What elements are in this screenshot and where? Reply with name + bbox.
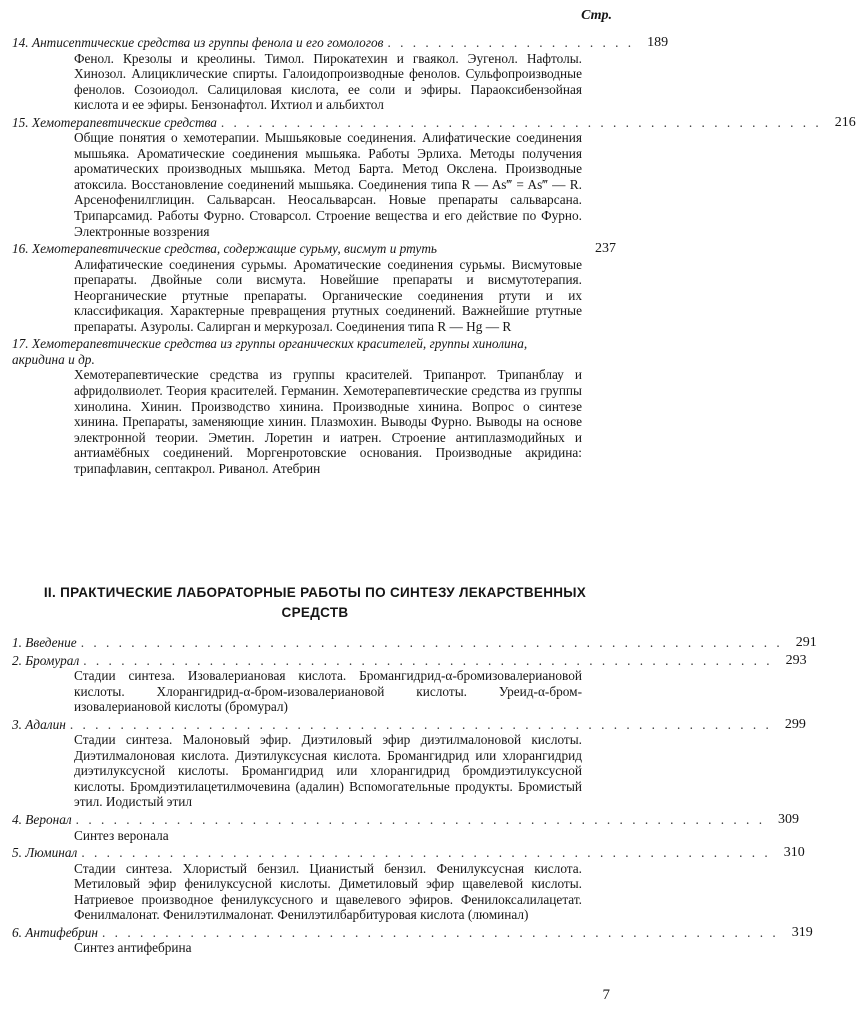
leader-dots: . . . . . . . . . . . . . . . . . . . . . . . . . . . . . . . . . . . . . . . . . . . . . . . . . . . . . . . xyxy=(83,652,773,668)
leader-dots: . . . . . . . . . . . . . . . . . . . . . . . . . . . . . . . . . . . . . . . . . . . . . . . . . . . . . . . xyxy=(75,812,766,828)
entry-title: 4. Веронал xyxy=(12,812,72,828)
page-number: 7 xyxy=(602,987,610,1003)
leader-dots: . . . . . . . . . . . . . . . . . . . . . . . . . . . . . . . . . . . . . . . . . . . . . . . . . . . . . . . . xyxy=(80,635,783,650)
toc-entry xyxy=(12,336,616,476)
page-column-header: Стр. xyxy=(581,8,612,23)
leader-dots: . . . . . . . . . . . . . . . . . . . . . . . . . . . . . . . . . . . . . . . . . . . . . . . . . . . . . . . . xyxy=(69,716,772,732)
toc-part-2 xyxy=(12,635,817,958)
entry-page: 237 xyxy=(595,241,616,257)
entry-page: 189 xyxy=(647,35,669,50)
entry-page: 310 xyxy=(783,845,805,861)
toc-part-1 xyxy=(12,35,856,478)
toc-entry xyxy=(12,924,813,956)
leader-dots: . . . . . . . . . . . . . . . . . . . . . . . . . . . . . . . . . . . . . . . . . . . . . . . . . . . . . . . xyxy=(81,845,771,861)
entry-title: 2. Бромурал xyxy=(12,652,80,668)
entry-page: 299 xyxy=(784,716,806,732)
entry-title: 17. Хемотерапевтические средства из группы органических красителей, группы хинолина, акридина и др. xyxy=(12,336,528,367)
leader-dots: . . . . . . . . . . . . . . . . . . . . xyxy=(387,35,635,50)
entry-page: 293 xyxy=(785,652,807,668)
entry-title: 15. Хемотерапевтические средства xyxy=(12,114,217,130)
entry-description: Стадии синтеза. Хлористый бензил. Цианистый бензил. Фенилуксусная кислота. Метиловый эфир фенилуксусной кислоты. Диметиловый эфир щавелевой кислоты. Натриевое производное фенилуксусного и щавелевого эфиров. Фенилоксалилацетат. Фенилмалонат. Фенилэтилмалонат. Фенилэтилбарбитуровая кислота (люминал) xyxy=(74,860,582,923)
toc-entry xyxy=(12,241,616,334)
toc-entry xyxy=(12,35,669,113)
entry-title: 3. Адалин xyxy=(12,716,66,732)
toc-entry xyxy=(12,716,806,810)
entry-page: 216 xyxy=(834,114,856,130)
toc-entry xyxy=(12,114,856,239)
entry-title: 16. Хемотерапевтические средства, содержащие сурьму, висмут и ртуть xyxy=(12,241,437,257)
entry-description: Синтез антифебрина xyxy=(74,940,192,956)
entry-page: 309 xyxy=(778,812,800,828)
toc-entry xyxy=(12,652,807,715)
entry-title: 6. Антифебрин xyxy=(12,924,99,940)
entry-description: Синтез веронала xyxy=(74,827,169,843)
entry-title: 5. Люминал xyxy=(12,845,78,861)
entry-description: Алифатические соединения сурьмы. Ароматические соединения сурьмы. Висмутовые препараты. Двойные соли висмута. Новейшие препараты и висмутотерапия. Неорганические ртутные препараты. Органические соединения ртути и их классификация. Характерные превращения ртутных соединений. Важнейшие ртутные препараты. Азуролы. Салирган и меркурозал. Соединения типа R — Hg — R xyxy=(74,256,582,334)
leader-dots: . . . . . . . . . . . . . . . . . . . . . . . . . . . . . . . . . . . . . . . . . . . . . . . . xyxy=(220,114,822,130)
toc-entry xyxy=(12,635,817,651)
entry-title: 14. Антисептические средства из группы фенола и его гомологов xyxy=(12,35,384,50)
section-heading: II. ПРАКТИЧЕСКИЕ ЛАБОРАТОРНЫЕ РАБОТЫ ПО СИНТЕЗУ ЛЕКАРСТВЕННЫХ СРЕДСТВ xyxy=(43,585,587,620)
toc-entry xyxy=(12,812,800,843)
entry-description: Стадии синтеза. Изовалериановая кислота. Бромангидрид-α-бромизовалериановой кислоты. Хлорангидрид-α-бром-изовалериановой кислоты. Уреид-α-бром-изовалериановой кислоты (бромурал) xyxy=(74,668,582,715)
leader-dots: . . . . . . . . . . . . . . . . . . . . . . . . . . . . . . . . . . . . . . . . . . . . . . . . . . . . . . xyxy=(102,924,779,940)
entry-description: Фенол. Крезолы и креолины. Тимол. Пирокатехин и гваякол. Эугенол. Нафтолы. Хинозол. Алициклические спирты. Галоидопроизводные фенолов. Сульфопроизводные фенолов. Созоиодол. Салициловая кислота, ее соли и эфиры. Параоксибензойная кислота и ее эфиры. Бензонафтол. Ихтиол и альбихтол xyxy=(74,50,582,113)
entry-page: 319 xyxy=(791,924,813,940)
entry-description: Хемотерапевтические средства из группы красителей. Трипанрот. Трипанблау и афридолвиолет. Теория красителей. Германин. Хемотерапевтические средства из группы хинолина. Хинин. Производство хинина. Производные хинина. Вопрос о синтезе хинина. Препараты, заменяющие хинин. Плазмохин. Выводы Фурно. Выводы на основе электронной теории. Эметин. Лоретин и иатрен. Строение антиплазмодийных и антиамёбных соединений. Моргенротовские основания. Производные акридина: трипафлавин, септакрол. Риванол. Атебрин xyxy=(74,367,582,476)
entry-description: Стадии синтеза. Малоновый эфир. Диэтиловый эфир диэтилмалоновой кислоты. Диэтилмалоновая кислота. Диэтилуксусная кислота. Бромангидрид или хлорангидрид диэтилуксусной кислоты. Бромангидрид или хлорангидрид бромдиэтилуксусной кислоты. Бромдиэтилацетилмочевина (адалин) Вспомогательные продукты. Бромистый этил. Иодистый этил xyxy=(74,732,582,810)
toc-entry xyxy=(12,845,805,923)
entry-title: 1. Введение xyxy=(12,635,77,650)
entry-description: Общие понятия о хемотерапии. Мышьяковые соединения. Алифатические соединения мышьяка. Ароматические соединения мышьяка. Работы Эрлиха. Методы получения ароматических производных мышьяка. Метод Барта. Метод Окслена. Производные атоксила. Восстановление соединений мышьяка. Соединения типа R — As‴ = As‴ — R. Арсенофенилглицин. Сальварсан. Неосальварсан. Новые препараты сальварсана. Трипарсамид. Работы Фурно. Стоварсол. Строение вещества и его действие по Фурно. Электронные воззрения xyxy=(74,130,582,239)
entry-page: 291 xyxy=(795,635,817,650)
